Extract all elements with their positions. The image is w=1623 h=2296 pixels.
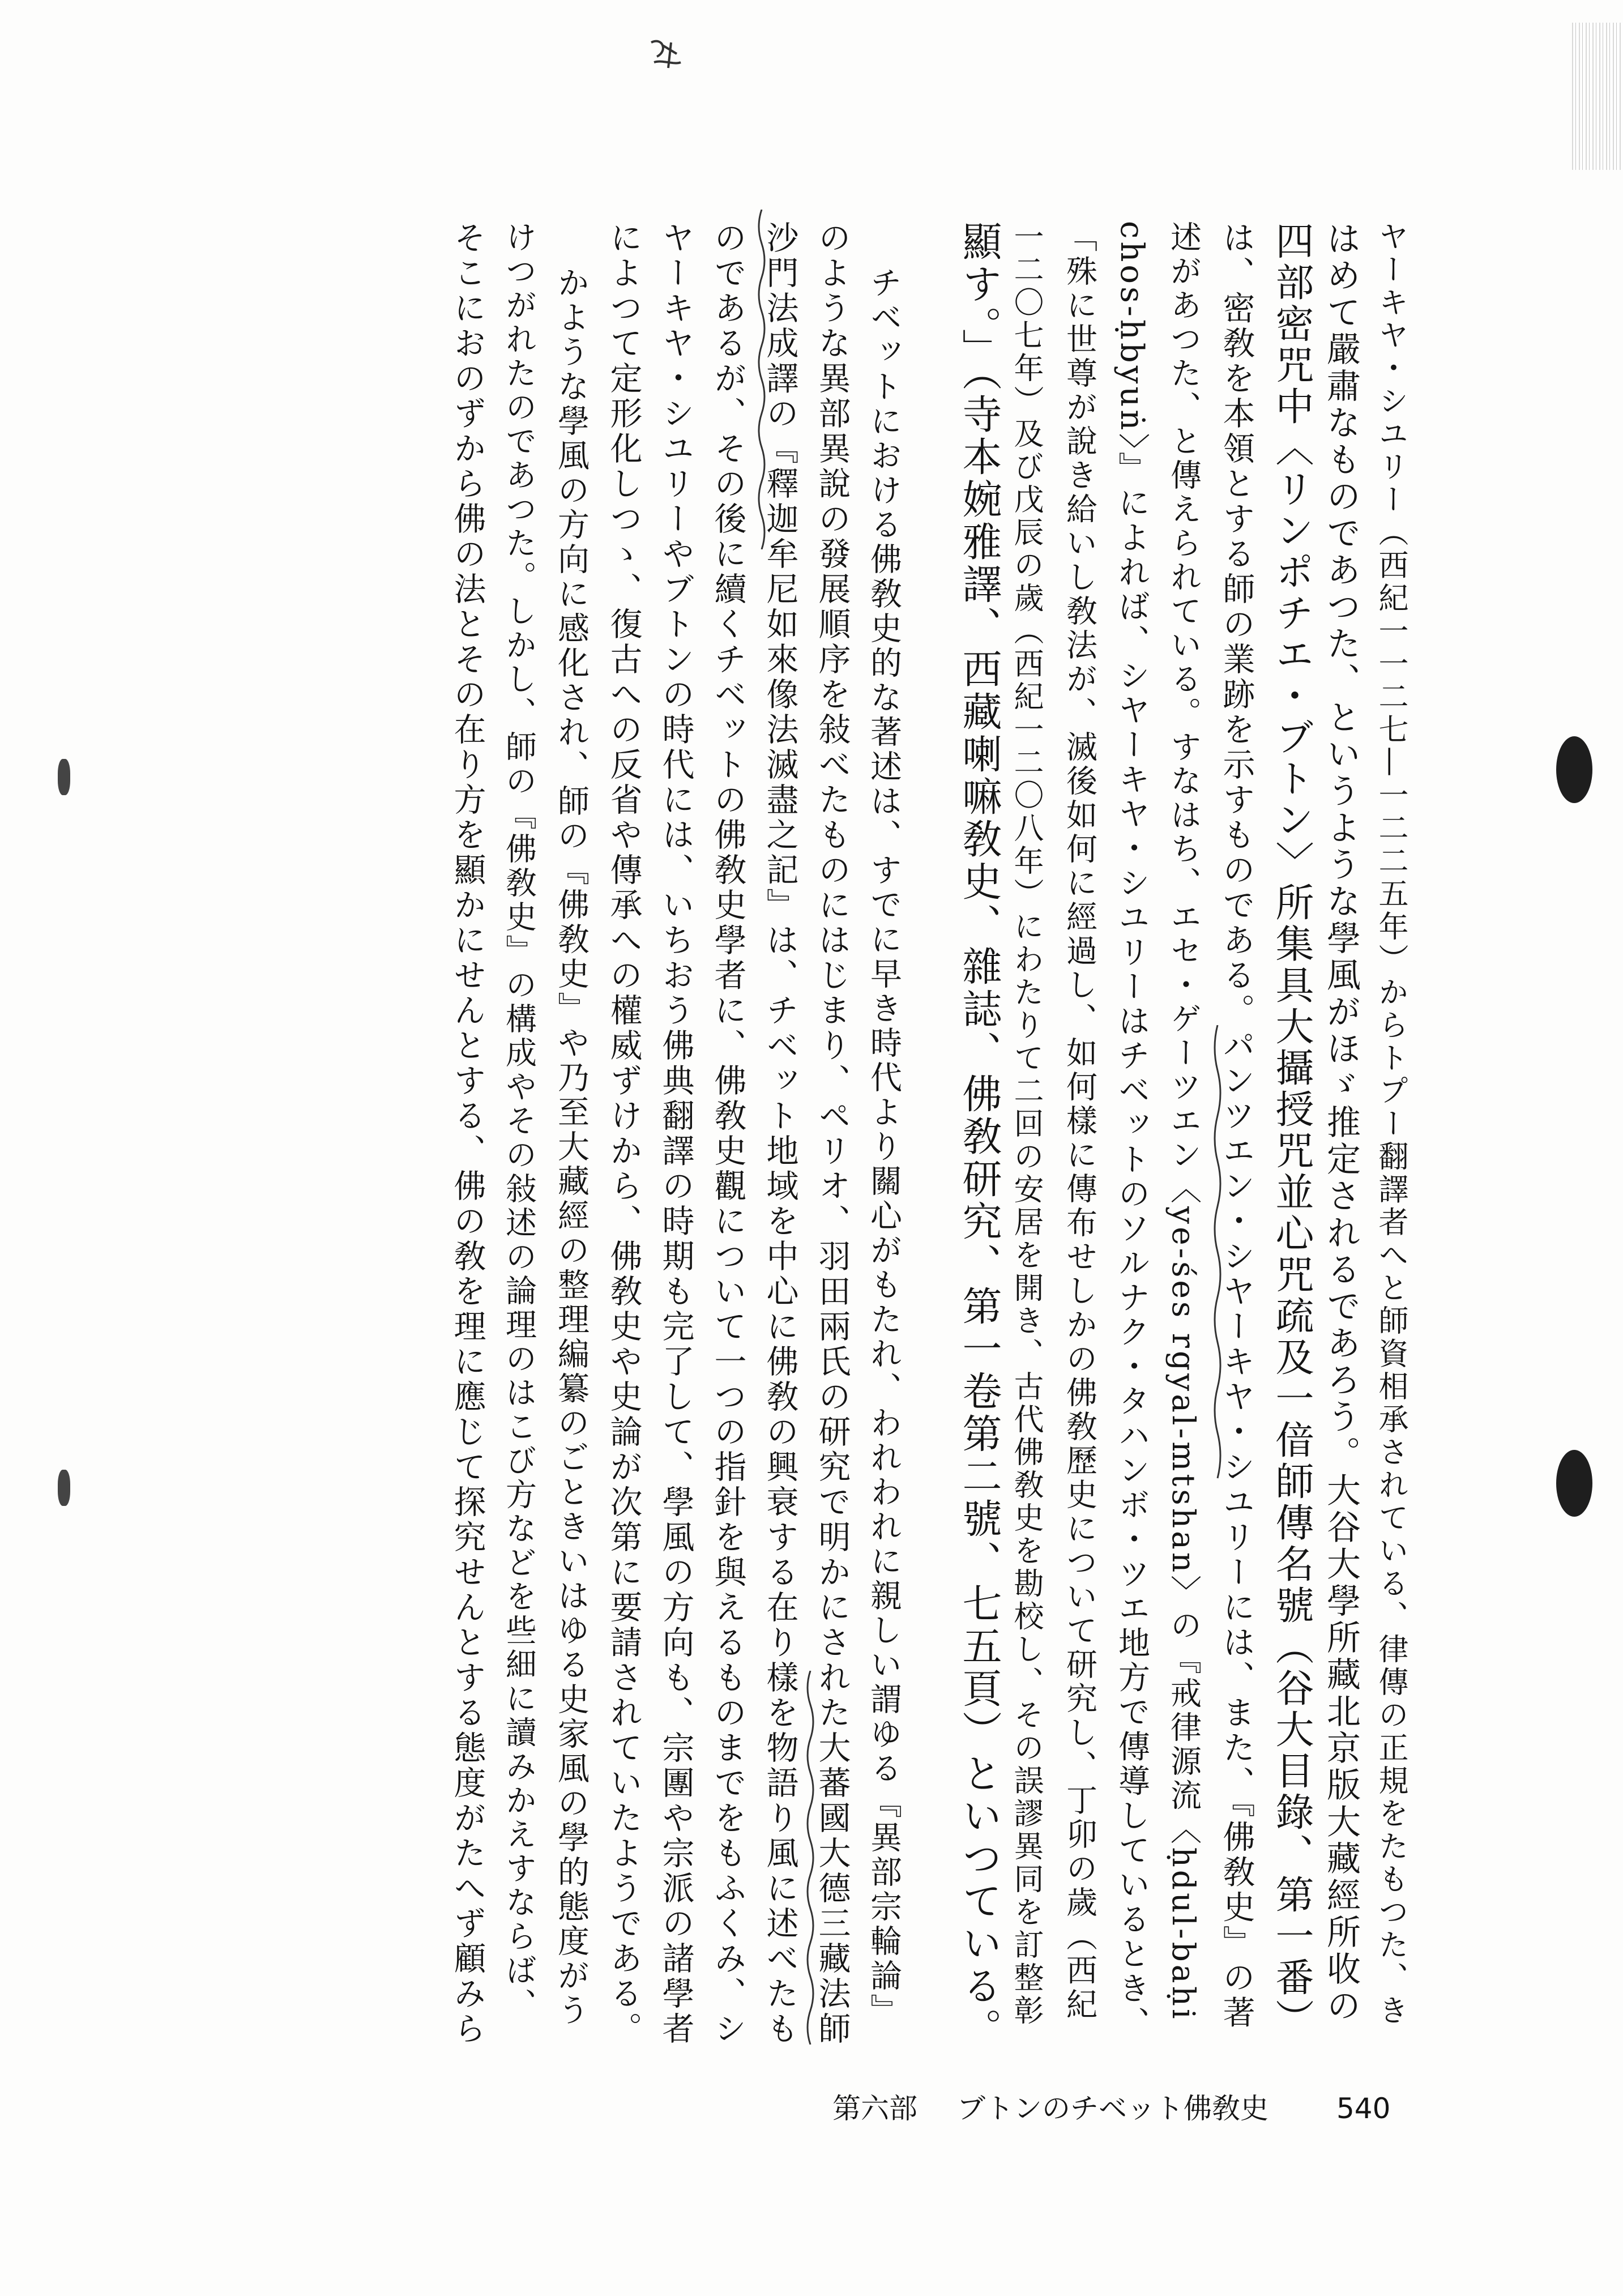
text-column: は、密敎を本領とする師の業跡を示すものである。パンツエン・シヤーキヤ・シユリーには、また、『佛敎史』の著 <box>1218 221 1255 2031</box>
punch-hole-mark <box>1556 1450 1592 1517</box>
scan-edge-artifact <box>1572 23 1623 170</box>
text-column: 一二〇七年）及び戊辰の歲（西紀一二〇八年）にわたりて二回の安居を開き、古代佛敎史を勘校し、その誤謬異同を訂整彰 <box>1009 221 1044 2028</box>
footer-section: 第六部 <box>832 2092 917 2125</box>
text-column: かような學風の方向に感化され、師の『佛敎史』や乃至大藏經の整理編纂のごときいはゆる史家風の學的態度がう <box>553 266 590 2028</box>
text-column: チベットにおける佛敎史的な著述は、すでに早き時代より關心がもたれ、われわれに親しい謂ゆる『異部宗輪論』 <box>865 266 902 2028</box>
punch-hole-mark <box>58 759 70 795</box>
text-column: chos-ḥbyuṅ〉』によれば、シヤーキヤ・シユリーはチベットのソルナク・タハンボ・ツエ地方で傳導しているとき、 <box>1113 221 1150 2041</box>
text-column: そこにおのずから佛の法とその在り方を顯かにせんとする、佛の敎を理に應じて探究せんとする態度がたへず顧みら <box>449 221 486 2047</box>
text-column: のであるが、その後に續くチベットの佛敎史學者に、佛敎史觀について一つの指針を與えるものまでをもふくみ、シ <box>709 221 746 2047</box>
punch-hole-mark <box>1556 736 1592 803</box>
footer-title: ブトンのチベット佛敎史 <box>957 2092 1268 2125</box>
text-column: はめて嚴肅なものであつた、というような學風がほゞ推定されるであろう。大谷大學所藏北京版大藏經所收の <box>1321 221 1361 2025</box>
text-column: 顯す。」（寺本婉雅譯、西藏喇嘛敎史、雜誌、佛敎研究、第一卷第二號、七五頁）といつている。 <box>956 221 1002 2050</box>
text-column: 四部密咒中〈リンポチエ・ブトン〉所集具大攝授咒並心咒疏及一偣師傳名號（谷大目錄、第一番） <box>1269 221 1314 2040</box>
text-column: ヤーキヤ・シユリーやブトンの時代には、いちおう佛典翻譯の時期も完了して、學風の方向も、宗團や宗派の諸學者 <box>657 221 694 2047</box>
text-column: けつがれたのであつた。しかし、師の『佛敎史』の構成やその敍述の論理のはこび方などを些細に讀みかえすならば、 <box>501 221 537 2022</box>
text-column: ヤーキヤ・シユリー（西紀一一二七—一二二五年）からトプー翻譯者へと師資相承されている、律傳の正規をたもつた、き <box>1374 221 1408 2028</box>
text-column: 沙門法成譯の『釋迦牟尼如來像法滅盡之記』は、チベット地域を中心に佛敎の興衰する在り樣を物語り風に述べたも <box>761 221 798 2047</box>
handwritten-mark <box>646 34 685 74</box>
text-column: のような異部異說の發展順序を敍べたものにはじまり、ペリオ、羽田兩氏の研究で明かにされた大蕃國大德三藏法師 <box>813 221 851 2047</box>
handwritten-underline <box>1209 1025 1226 1490</box>
text-column: 述があつた、と傳えられている。すなはち、エセ・ゲーツエン〈ye-śes rgyal-mtshan〉の『戒律源流〈ḥdul-baḥi <box>1165 221 1202 2022</box>
punch-hole-mark <box>58 1470 70 1506</box>
handwritten-underline <box>802 1671 819 2045</box>
text-column: 「殊に世尊が說き給いし敎法が、滅後如何に經過し、如何樣に傳布せしかの佛敎歷史について研究し、丁卯の歲（西紀 <box>1061 221 1097 2022</box>
handwritten-underline <box>753 210 770 549</box>
text-column: によつて定形化しつゝ、復古への反省や傳承への權威ずけから、佛敎史や史論が次第に要請されていたようである。 <box>605 221 642 2047</box>
page-number: 540 <box>1336 2092 1391 2125</box>
